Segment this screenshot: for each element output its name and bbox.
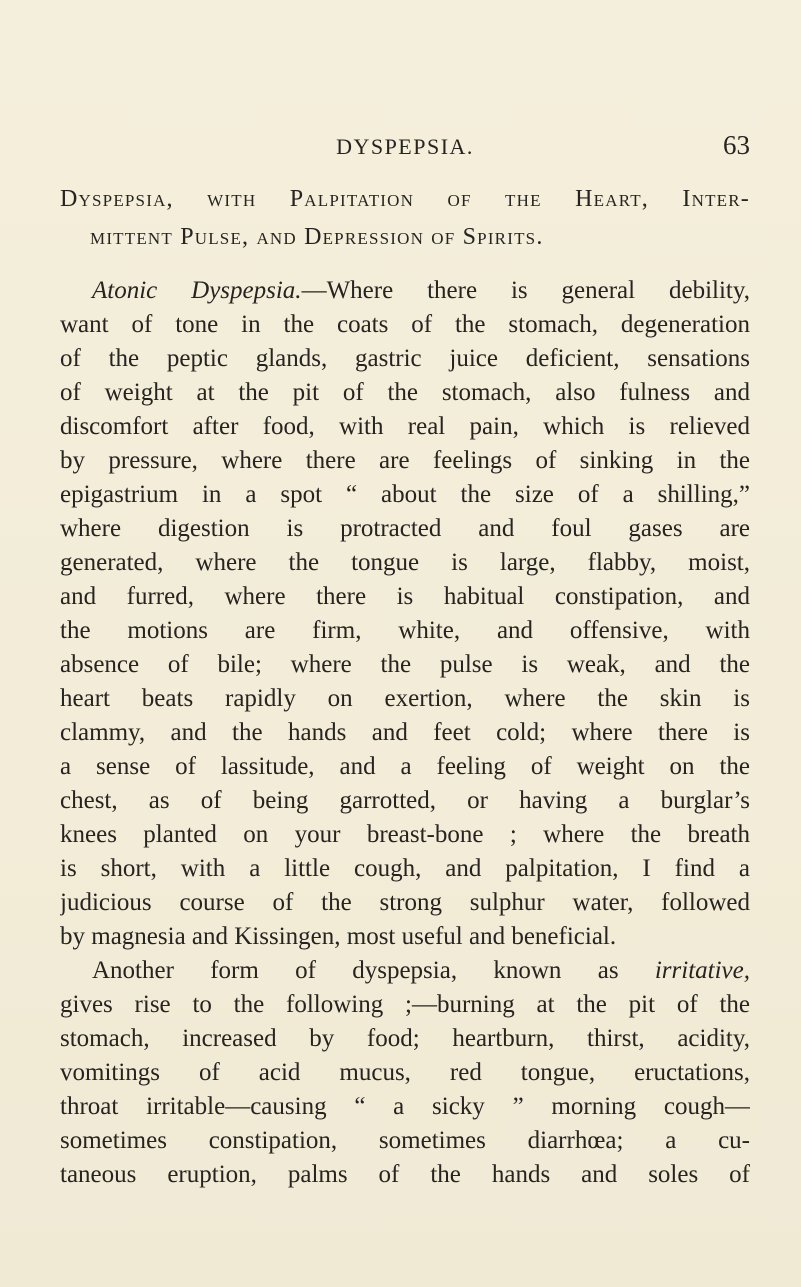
text-line-17: knees planted on your breast-bone ; where the breath [60,821,750,848]
text-line-11: the motions are firm, white, and offensive, with [60,617,750,644]
body-text [60,274,750,1192]
running-head [60,130,750,170]
text-line-12: absence of bile; where the pulse is weak, and the [60,651,750,678]
text-line-26: sometimes constipation, sometimes diarrhœa; a cu- [60,1127,750,1154]
text-line-1-rest: —Where there is general debility, [301,277,750,304]
text-line-20: by magnesia and Kissingen, most useful and beneficial. [60,923,617,950]
text-line-18: is short, with a little cough, and palpitation, I find a [60,855,750,882]
text-line-5: discomfort after food, with real pain, which is relieved [60,413,750,440]
text-line-16: chest, as of being garrotted, or having a burglar’s [60,787,750,814]
text-line-6: by pressure, where there are feelings of sinking in the [60,447,750,474]
text-line-24: vomitings of acid mucus, red tongue, eructations, [60,1059,750,1086]
text-line-4: of weight at the pit of the stomach, also fulness and [60,379,750,406]
text-line-8: where digestion is protracted and foul gases are [60,515,750,542]
section-heading [60,180,750,256]
text-line-9: generated, where the tongue is large, flabby, moist, [60,549,750,576]
running-title: DYSPEPSIA. [336,134,474,159]
text-line-21 [60,954,750,988]
text-line-27: taneous eruption, palms of the hands and soles of [60,1161,750,1188]
text-line-14: clammy, and the hands and feet cold; where there is [60,719,750,746]
text-line-19: judicious course of the strong sulphur water, followed [60,889,750,916]
text-line-10: and furred, where there is habitual constipation, and [60,583,750,610]
text-line-23: stomach, increased by food; heartburn, thirst, acidity, [60,1025,750,1052]
text-line-15: a sense of lassitude, and a feeling of weight on the [60,753,750,780]
text-line-1 [60,274,750,308]
heading-line-2: mittent Pulse, and Depression of Spirits. [90,224,544,250]
text-line-13: heart beats rapidly on exertion, where the skin is [60,685,750,712]
text-line-3: of the peptic glands, gastric juice deficient, sensations [60,345,750,372]
text-line-7: epigastrium in a spot “ about the size of a shilling,” [60,481,750,508]
lead-italic: Atonic Dyspepsia. [92,277,302,304]
text-line-2: want of tone in the coats of the stomach, degeneration [60,311,750,338]
page-number: 63 [723,130,750,160]
heading-line-1: Dyspepsia, with Palpitation of the Heart, Inter- [60,186,750,212]
text-line-25: throat irritable—causing “ a sicky ” morning cough— [60,1093,750,1120]
text-line-22: gives rise to the following ;—burning at the pit of the [60,991,750,1018]
irritative-italic: irritative, [654,957,750,984]
text-line-21-start: Another form of dyspepsia, known as [92,957,619,984]
